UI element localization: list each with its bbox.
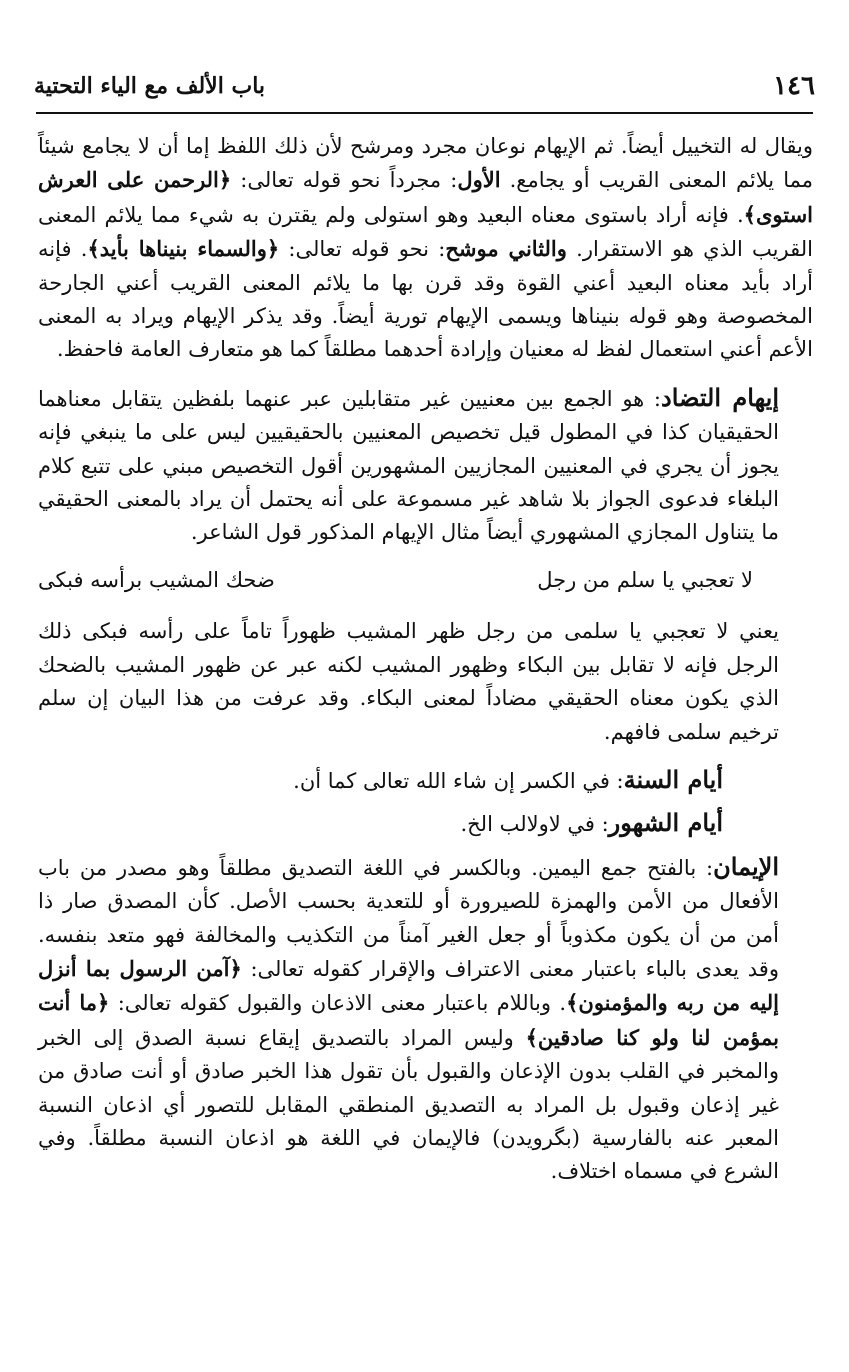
- paragraph-iham-types: [38, 130, 813, 367]
- text-run: يجامع شيئاً مما يلائم المعنى القريب أو يجامع.: [38, 134, 813, 193]
- text-run: معناهما الحقيقيان كذا في المطول قيل تخصيص المعنيين بالحقيقيين ليس على ما ينبغي: [38, 386, 779, 445]
- quran-quote: ﴿ما أنت بمؤمن لنا ولو كنا صادقين﴾: [38, 990, 779, 1050]
- text-run: عنه بالفارسية (بگرويدن) فالإيمان في اللغة هو اذعان النسبة مطلقاً. وفي الشرع في: [38, 1125, 779, 1184]
- page-header: [34, 66, 815, 106]
- text-run: الذي يكون معناه الحقيقي مضاداً لمعنى البكاء. وقد عرفت من هذا البيان إن سلم: [38, 686, 779, 711]
- text-run: : بالفتح جمع اليمين. وبالكسر في اللغة التصديق مطلقاً وهو مصدر من: [79, 855, 714, 880]
- verse-hemistich-2: ضحك المشيب برأسه فبكى: [38, 567, 275, 592]
- text-run: يعني لا تعجبي يا سلمى من رجل ظهر المشيب ظهوراً تاماً على رأسه فبكى ذلك: [38, 619, 779, 644]
- text-run: . فإنه أراد باستوى معناه البعيد وهو استولى ولم يقترن: [267, 202, 744, 227]
- text-run: به شيء مما يلائم المعنى القريب الذي هو الاستقرار.: [38, 202, 813, 262]
- verse-hemistich-1: لا تعجبي يا سلم من رجل: [537, 567, 753, 592]
- text-run: الحقيقي ما يتناول المجازي المشهوري أيضاً مثال الإيهام المذكور قول الشاعر.: [38, 487, 779, 545]
- text-run: مسماه اختلاف.: [550, 1159, 683, 1184]
- text-run: أيضاً. وقد يذكر الإيهام ويراد به المعنى الأعم أعني استعمال لفظ له معنيان وإرادة: [38, 304, 813, 362]
- text-run: الرجل فإنه لا تقابل بين البكاء وظهور المشيب لكنه عبر عن ظهور المشيب بالضحك: [38, 652, 779, 677]
- page-number: ١٤٦: [773, 71, 815, 101]
- text-run: أحدهما مطلقاً كما هو متعارف العامة فاحفظ.: [56, 337, 444, 362]
- text-run: : في الكسر إن شاء الله تعالى كما أن.: [293, 768, 624, 793]
- text-run: كلام البلغاء فدعوى الجواز بلا شاهد غير مسموعة على أنه يحتمل أن يراد بالمعنى: [38, 453, 779, 512]
- text-run: غير إذعان وقبول بل المراد به التصديق المنطقي المقابل للتصور أي اذعان النسبة المعبر: [38, 1092, 779, 1150]
- text-run: والمخبر في القلب بدون الإذعان والقبول بأن تقول هذا الخبر صادق أو أنت صادق من: [38, 1059, 779, 1084]
- poetry-verse: [38, 564, 813, 597]
- text-run: ذا أمن من أن يكون مكذوباً أو جعل الغير آمناً من التكذيب والمخالفة فهو متعد بنفسه.: [38, 889, 779, 947]
- entry-ayyam-sana: [38, 763, 813, 798]
- text-run: : هو الجمع بين معنيين غير متقابلين عبر عنهما بلفظين يتقابل: [111, 386, 661, 411]
- term-awal: الأول: [457, 167, 501, 193]
- text-run: فإنه يجوز أن يجري في المعنيين المجازيين المشهورين أقول التخصيص مبني على تتبع: [38, 420, 779, 478]
- text-run: . وباللام باعتبار معنى الاذعان والقبول كقوله تعالى:: [109, 991, 567, 1016]
- text-run: : في لاولالب الخ.: [460, 812, 609, 837]
- entry-term: الإيمان: [713, 851, 779, 881]
- running-title: باب الألف مع الياء التحتية: [34, 73, 266, 99]
- entry-ayyam-shuhur: [38, 806, 813, 841]
- entry-term: إيهام التضاد: [661, 382, 779, 412]
- text-run: وقد يعدى بالباء باعتبار معنى الاعتراف والإقرار كقوله تعالى:: [241, 956, 779, 981]
- entry-term: أيام الشهور: [608, 808, 723, 838]
- quran-quote: ﴿والسماء بنيناها بأيد﴾: [87, 236, 280, 262]
- text-run: ترخيم سلمى فافهم.: [603, 719, 779, 744]
- text-run: : نحو قوله: [350, 237, 446, 262]
- text-run: باب الأفعال من الأمن والهمزة للصيرورة أو للتعدية بحسب الأصل. كأن المصدق صار: [38, 855, 779, 914]
- text-run: تعالى:: [279, 237, 342, 262]
- text-run: : مجرداً نحو قوله تعالى:: [240, 168, 458, 193]
- page-body: [38, 130, 813, 1203]
- term-thani: والثاني موشح: [445, 236, 567, 262]
- quran-quote: ﴿الرحمن على العرش استوى﴾: [38, 167, 813, 227]
- text-run: وليس المراد بالتصديق إيقاع نسبة الصدق إلى الخبر: [38, 1025, 526, 1050]
- header-rule: [36, 112, 813, 114]
- entry-term: أيام السنة: [623, 764, 723, 794]
- text-run: ويقال له التخييل أيضاً. ثم الإيهام نوعان مجرد ومرشح لأن ذلك اللفظ إما أن لا: [137, 134, 813, 158]
- quran-quote: ﴿آمن الرسول بما أنزل إليه من ربه والمؤمنون﴾: [38, 955, 780, 1016]
- entry-iham-tadad: [38, 381, 813, 550]
- text-run: يلائم المعنى القريب أعني الجارحة المخصوصة وهو قوله بنيناها ويسمى الإيهام تورية: [38, 270, 813, 329]
- entry-iman: [38, 850, 813, 1189]
- paragraph-verse-explanation: [38, 615, 813, 749]
- text-run: . فإنه أراد بأيد معناه البعيد أعني القوة وقد قرن بها ما: [38, 237, 813, 295]
